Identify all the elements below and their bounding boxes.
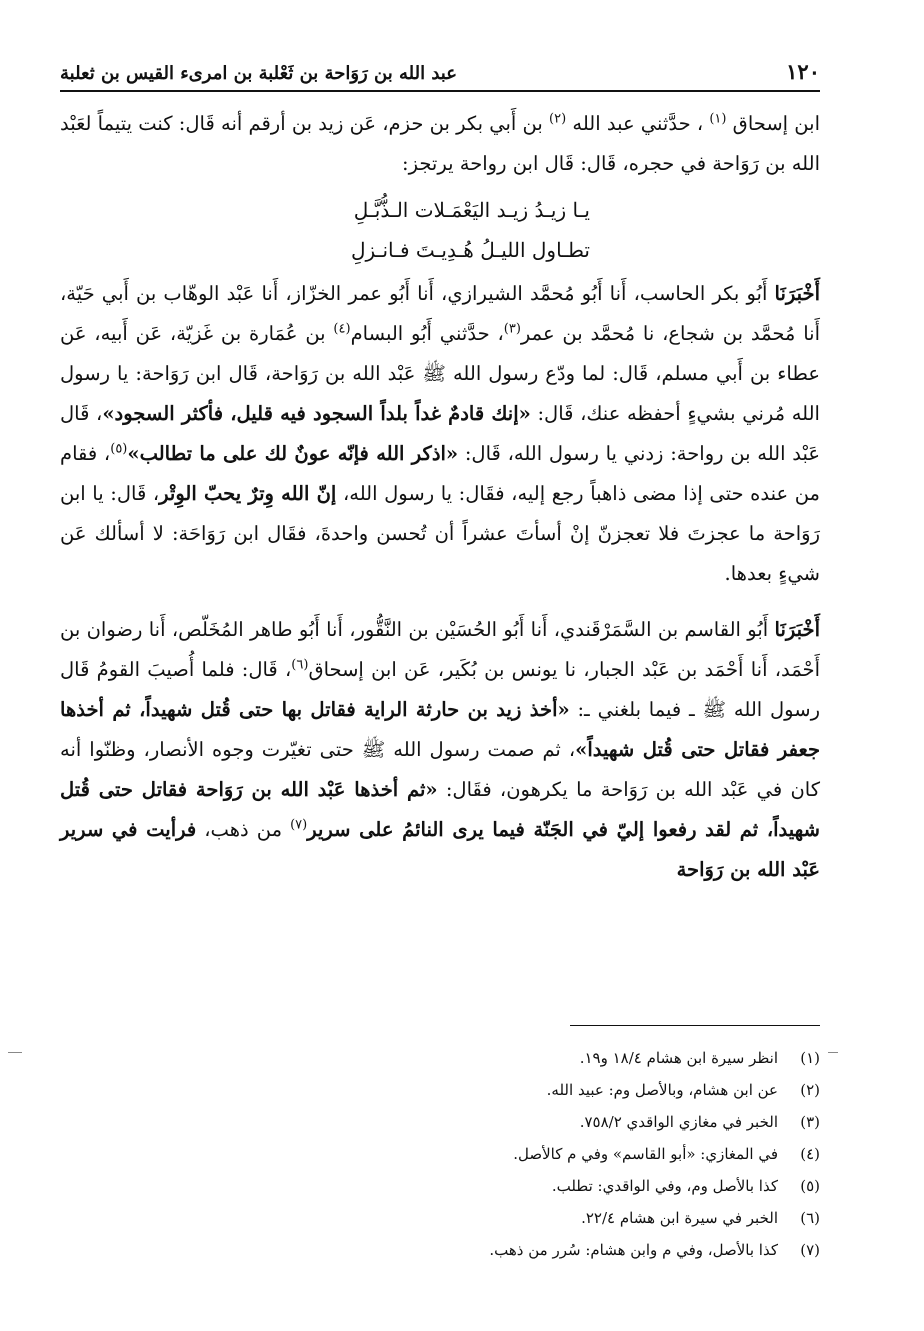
running-title: عبد الله بن رَوَاحة بن ثَعْلبة بن امرىء القيس بن ثعلبة	[60, 63, 457, 84]
footnote-text: انظر سيرة ابن هشام ١٨/٤ و١٩.	[579, 1049, 778, 1067]
footnotes	[60, 1042, 820, 1266]
hadith-quote: «أخذ زيد بن حارثة الراية فقاتل بها حتى قُتل شهيداً، ثم أخذها جعفر فقاتل حتى قُتل شهيداً»	[60, 698, 820, 761]
spacer	[60, 594, 820, 610]
footnote-ref: (٧)	[290, 817, 308, 833]
footnote-ref: (٦)	[291, 657, 309, 673]
intro-text: ، حدَّثني عبد الله	[566, 112, 710, 135]
verse-line: تطـاول الليـلُ هُـدِيـتَ فـانـزلِ	[351, 238, 590, 262]
narration-text: ، قَال عَبْد الله بن رواحة: زدني يا رسول الله، قَال:	[60, 402, 821, 465]
footnote-text: كذا بالأصل، وفي م وابن هشام: سُرر من ذهب.	[489, 1241, 778, 1259]
hadith-quote: فرأيت في سرير عَبْد الله بن رَوَاحة	[60, 818, 820, 881]
scan-margin-mark	[828, 1052, 838, 1053]
header-rule	[60, 90, 820, 92]
footnote-number: (٢)	[800, 1081, 820, 1099]
footnote-ref: (١)	[709, 111, 727, 127]
footnote-number: (١)	[800, 1049, 820, 1067]
intro-paragraph	[60, 104, 820, 184]
footnote-text: عن ابن هشام، وبالأصل وم: عبيد الله.	[546, 1081, 778, 1099]
footnote-ref: (٣)	[503, 321, 521, 337]
hadith-quote: «اذكر الله فإنّه عونٌ لك على ما تطالب»	[127, 442, 459, 465]
footnote-item	[60, 1106, 820, 1138]
footnote-number: (٧)	[800, 1241, 820, 1259]
footnote-ref: (٥)	[110, 441, 128, 457]
narration-text: أَبُو بكر الحاسب، أَنا أَبُو مُحمَّد الشيرازي، أَنا أَبُو عمر الخزّاز، أَنا عَبْد الوهّاب بن أَبي حَيّة، أَنا مُحمَّد بن شجاع، نا مُحمَّد بن عمر	[60, 282, 820, 345]
narration-text: ، قَال: فلما أُصيبَ القومُ قَال رسول الله ﷺ ـ فيما بلغني ـ:	[60, 658, 820, 721]
footnote-item	[60, 1138, 820, 1170]
narration-text: أَبُو القاسم بن السَّمَرْقَندي، أَنا أَبُو الحُسَيْن بن النَّقُّور، أَنا أَبُو طاهر المُخَلّص، أَنا رضوان بن أَحْمَد، أَنا أَحْمَد بن عَبْد الجبار، نا يونس بن بُكَير، عَن ابن إسحاق	[60, 618, 821, 681]
main-text	[60, 104, 820, 890]
narration-text: ، حدَّثني أَبُو البسام	[350, 322, 504, 345]
footnote-text: الخبر في سيرة ابن هشام ٢٢/٤.	[581, 1209, 778, 1227]
footnote-ref: (٢)	[549, 111, 567, 127]
footnote-text: في المغازي: «أبو القاسم» وفي م كالأصل.	[513, 1145, 778, 1163]
intro-text: ابن إسحاق	[726, 112, 820, 135]
page-number: ١٢٠	[786, 59, 820, 84]
running-header	[60, 48, 820, 84]
footnote-item	[60, 1234, 820, 1266]
narration-text: ، فقام من عنده حتى إذا مضى ذاهباً رجع إليه، فقَال: يا رسول الله،	[60, 442, 820, 505]
footnote-number: (٦)	[800, 1209, 820, 1227]
footnote-item	[60, 1202, 820, 1234]
scan-margin-mark	[8, 1052, 22, 1053]
narration-paragraph	[60, 274, 820, 594]
narration-text: ، ثم صمت رسول الله ﷺ حتى تغيّرت وجوه الأنصار، وظنّوا أنه كان في عَبْد الله بن رَوَاحة ما يكرهون، فقَال:	[60, 738, 820, 801]
verse-line: يـا زيـدُ زيـد اليَعْمَـلات الـذُّبَّـلِ	[353, 198, 590, 222]
footnote-number: (٣)	[800, 1113, 820, 1131]
footnotes-rule	[570, 1025, 820, 1026]
footnote-item	[60, 1170, 820, 1202]
narration-text: ، قَال: يا ابن رَوَاحة ما عجزتَ فلا تعجزنّ إنْ أسأتَ عشراً أن تُحسن واحدةَ، فقَال ابن رَوَاحَة: لا أسألك عَن شيءٍ بعدها.	[60, 482, 820, 585]
footnote-text: الخبر في مغازي الواقدي ٧٥٨/٢.	[579, 1113, 778, 1131]
footnote-number: (٤)	[800, 1145, 820, 1163]
hadith-quote: «ثم أخذها عَبْد الله بن رَوَاحة فقاتل حتى قُتل شهيداً، ثم لقد رفعوا إليّ في الجَنّة فيما يرى النائمُ على سرير	[60, 778, 821, 841]
narration-text: بن عُمَارة بن غَزيّة، عَن أَبيه، عَن عطاء بن أَبي مسلم، قَال: لما ودّع رسول الله ﷺ عَبْد الله بن رَوَاحة، قَال ابن رَوَاحة: يا رسول الله مُرني بشيءٍ أحفظه عنك، قَال:	[60, 322, 820, 425]
narration-text: من ذهب،	[196, 818, 291, 841]
hadith-quote: إنّ الله وِترٌ يحبّ الوِتْر	[159, 482, 337, 505]
hadith-quote: «إنك قادمٌ غداً بلداً السجود فيه قليل، فأكثر السجود»	[102, 402, 531, 425]
footnote-item	[60, 1042, 820, 1074]
akhbarana-word: أَخْبَرَنَا	[774, 282, 820, 305]
akhbarana-word: أَخْبَرَنَا	[774, 618, 820, 641]
footnote-text: كذا بالأصل وم، وفي الواقدي: تطلب.	[551, 1177, 778, 1195]
intro-text: بن أَبي بكر بن حزم، عَن زيد بن أرقم أنه قَال: كنت يتيماً لعَبْد الله بن رَوَاحة في حجره، قَال: قَال ابن رواحة يرتجز:	[60, 112, 820, 175]
page	[60, 40, 820, 1300]
footnote-item	[60, 1074, 820, 1106]
footnote-number: (٥)	[800, 1177, 820, 1195]
footnote-ref: (٤)	[333, 321, 351, 337]
narration-paragraph	[60, 610, 820, 890]
